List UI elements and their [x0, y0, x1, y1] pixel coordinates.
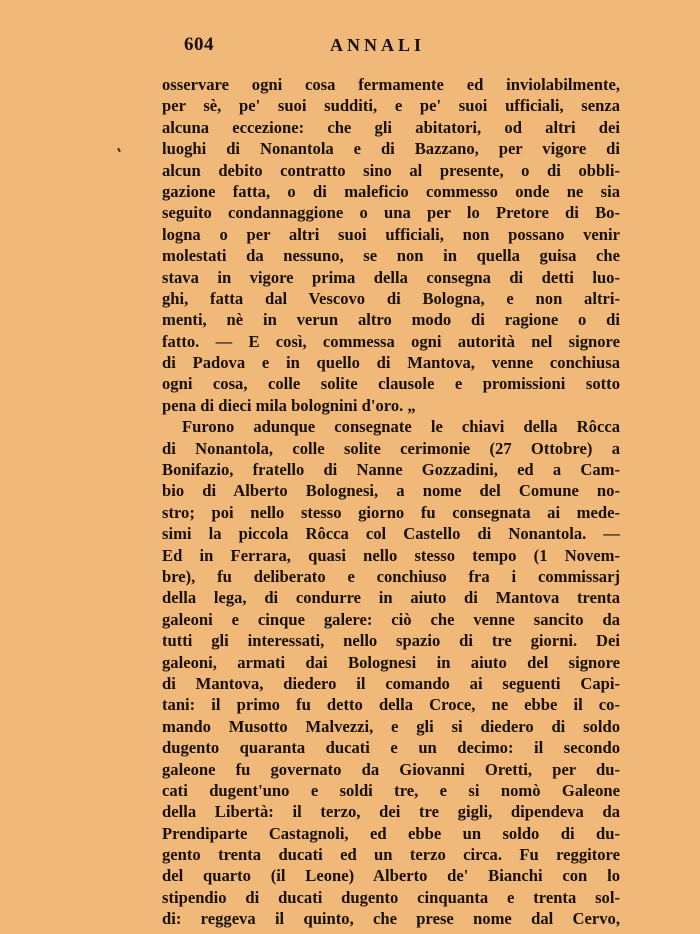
- text-line: Ed in Ferrara, quasi nello stesso tempo (1 Novem-: [162, 545, 620, 565]
- text-line: stro; poi nello stesso giorno fu consegnata ai mede-: [162, 502, 620, 522]
- page-header: [184, 34, 624, 60]
- text-line: alcun debito contratto sino al presente, o di obbli-: [162, 160, 620, 180]
- text-line: gazione fatta, o di maleficio commesso onde ne sia: [162, 181, 620, 201]
- paragraph-last-line: pena di dieci mila bolognini d'oro. „: [162, 395, 416, 415]
- page-number: 604: [184, 34, 214, 55]
- text-line: menti, nè in verun altro modo di ragione o di: [162, 310, 620, 330]
- text-line: di Nonantola, colle solite cerimonie (27 Ottobre) a: [162, 438, 620, 458]
- ink-speck: [117, 148, 121, 152]
- text-line: gento trenta ducati ed un terzo circa. Fu reggitore: [162, 845, 620, 865]
- text-line: stava in vigore prima della consegna di detti luo-: [162, 267, 620, 287]
- text-line: Prendiparte Castagnoli, ed ebbe un soldo di du-: [162, 823, 620, 843]
- text-line: di: reggeva il quinto, che prese nome dal Cervo,: [162, 909, 620, 929]
- body-text: [162, 74, 620, 930]
- text-line: cati dugent'uno e soldi tre, e si nomò Galeone: [162, 780, 620, 800]
- text-line: tani: il primo fu detto della Croce, ne ebbe il co-: [162, 695, 620, 715]
- text-line: luoghi di Nonantola e di Bazzano, per vigore di: [162, 139, 620, 159]
- text-line: simi la piccola Rôcca col Castello di Nonantola. —: [162, 524, 620, 544]
- text-line: della lega, di condurre in aiuto di Mantova trenta: [162, 588, 620, 608]
- text-line: seguito condannaggione o una per lo Pretore di Bo-: [162, 203, 620, 223]
- text-line: tutti gli interessati, nello spazio di tre giorni. Dei: [162, 631, 620, 651]
- text-line: bio di Alberto Bolognesi, a nome del Comune no-: [162, 481, 620, 501]
- text-line: ogni cosa, colle solite clausole e promissioni sotto: [162, 374, 620, 394]
- text-line: stipendio di ducati dugento cinquanta e trenta sol-: [162, 887, 620, 907]
- text-line: galeone fu governato da Giovanni Oretti, per du-: [162, 759, 620, 779]
- text-line: della Libertà: il terzo, dei tre gigli, dipendeva da: [162, 802, 620, 822]
- text-line: galeoni e cinque galere: ciò che venne sancito da: [162, 609, 620, 629]
- paragraph-first-line: Furono adunque consegnate le chiavi della Rôcca: [182, 417, 620, 437]
- text-line: Bonifazio, fratello di Nanne Gozzadini, ed a Cam-: [162, 460, 620, 480]
- text-line: fatto. — E così, commessa ogni autorità nel signore: [162, 331, 620, 351]
- text-line: osservare ogni cosa fermamente ed inviolabilmente,: [162, 75, 620, 94]
- running-title: ANNALI: [330, 35, 426, 55]
- text-line: logna o per altri suoi ufficiali, non possano venir: [162, 224, 620, 244]
- text-line: del quarto (il Leone) Alberto de' Bianchi con lo: [162, 866, 620, 886]
- text-line: dugento quaranta ducati e un decimo: il secondo: [162, 738, 620, 758]
- text-line: galeoni, armati dai Bolognesi in aiuto del signore: [162, 652, 620, 672]
- text-line: per sè, pe' suoi sudditi, e pe' suoi ufficiali, senza: [162, 96, 620, 116]
- text-line: mando Musotto Malvezzi, e gli si diedero di soldo: [162, 716, 620, 736]
- text-line: alcuna eccezione: che gli abitatori, od altri dei: [162, 117, 620, 137]
- text-line: ghi, fatta dal Vescovo di Bologna, e non altri-: [162, 288, 620, 308]
- text-line: molestati da nessuno, se non in quella guisa che: [162, 246, 620, 266]
- text-line: di Padova e in quello di Mantova, venne conchiusa: [162, 353, 620, 373]
- text-line: di Mantova, diedero il comando ai seguenti Capi-: [162, 673, 620, 693]
- text-line: bre), fu deliberato e conchiuso fra i commissarj: [162, 566, 620, 586]
